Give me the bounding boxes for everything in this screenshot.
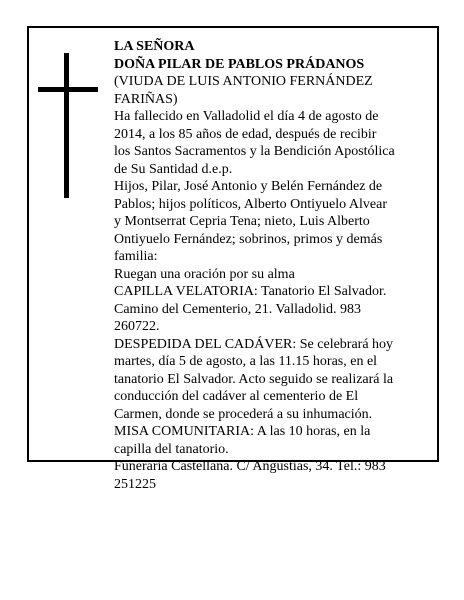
cross-icon [38, 53, 98, 198]
chapel-info: CAPILLA VELATORIA: Tanatorio El Salvador. Camino del Cementerio, 21. Valladolid. 983 260722. [114, 284, 387, 334]
farewell-info: DESPEDIDA DEL CADÁVER: Se celebrará hoy martes, día 5 de agosto, a las 11.15 horas, en el tanatorio El Salvador. Acto seguido se realizará la conducción del cadáver al cementerio de El Carmen, donde se procederá a su inhumación. [114, 336, 394, 422]
obituary-title: LA SEÑORA [114, 39, 195, 54]
cross-horizontal-bar [38, 87, 98, 92]
obituary-text [114, 38, 396, 493]
deceased-name: DOÑA PILAR DE PABLOS PRÁDANOS [114, 56, 365, 72]
mass-info: MISA COMUNITARIA: A las 10 horas, en la capilla del tanatorio. [114, 424, 371, 457]
prayer-request: Ruegan una oración por su alma [114, 266, 295, 282]
widow-note: (VIUDA DE LUIS ANTONIO FERNÁNDEZ FARIÑAS) [114, 74, 373, 107]
death-announcement: Ha fallecido en Valladolid el día 4 de agosto de 2014, a los 85 años de edad, después de recibir los Santos Sacramentos y la Bendición Apostólica de Su Santidad d.e.p. [114, 109, 395, 177]
family-list: Hijos, Pilar, José Antonio y Belén Fernández de Pablos; hijos políticos, Alberto Ontiyuelo Alvear y Montserrat Cepria Tena; nieto, Luis Alberto Ontiyuelo Fernández; sobrinos, primos y demás familia: [114, 179, 387, 264]
cross-vertical-bar [64, 53, 69, 198]
funeral-home-info: Funeraria Castellana. C/ Angustias, 34. Tel.: 983 251225 [114, 459, 386, 492]
